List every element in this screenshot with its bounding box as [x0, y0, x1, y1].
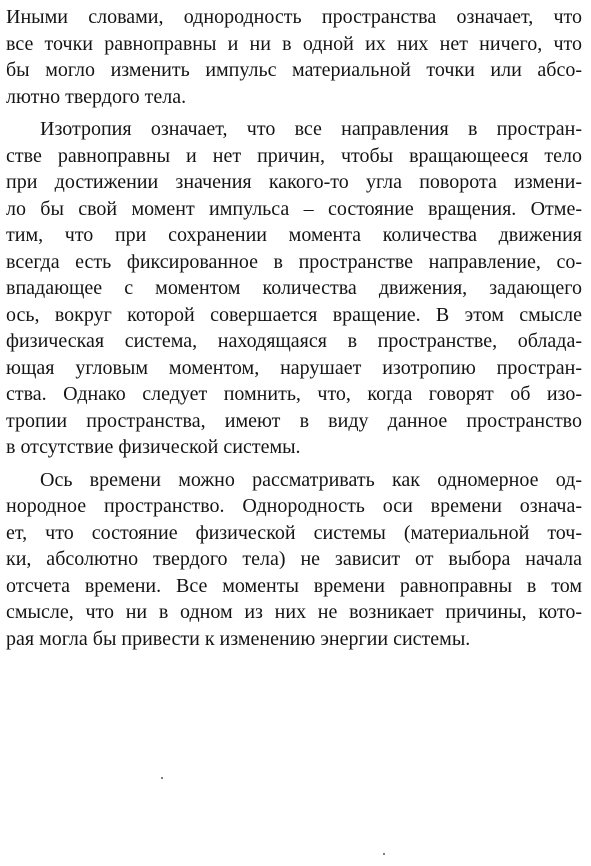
- scan-speck: [383, 853, 385, 855]
- text-line: Ось времени можно рассматривать как одномерное од-: [40, 468, 582, 491]
- text-line: тим, что при сохранении момента количества движения: [6, 224, 582, 246]
- text-line: все точки равноправны и ни в одной их них нет ничего, что: [6, 32, 582, 55]
- text-line: при достижении значения какого-то угла поворота измени-: [6, 171, 582, 193]
- paragraph-homogeneity: [6, 4, 582, 110]
- text-line: ет, что состояние физической системы (материальной точ-: [6, 521, 582, 544]
- text-line: ось, вокруг которой совершается вращение. В этом смысле: [6, 303, 582, 326]
- text-line: физическая система, находящаяся в пространстве, облада-: [6, 330, 582, 352]
- page-text: [6, 4, 582, 652]
- text-line: ло бы свой момент импульса – состояние вращения. Отме-: [6, 197, 582, 220]
- text-line: впадающее с моментом количества движения, задающего: [6, 277, 582, 299]
- text-line: Иными словами, однородность пространства означает, что: [6, 6, 582, 28]
- paragraph-isotropy: [6, 116, 582, 461]
- text-line: тропии пространства, имеют в виду данное пространство: [6, 409, 582, 432]
- text-line: ства. Однако следует помнить, что, когда говорят об изо-: [6, 383, 582, 405]
- text-line: ки, абсолютно твердого тела) не зависит от выбора начала: [6, 548, 582, 570]
- text-line: лютно твердого тела.: [6, 85, 187, 108]
- scan-speck: [161, 777, 163, 779]
- paragraph-time-axis: [6, 467, 582, 653]
- text-line: Изотропия означает, что все направления в простран-: [40, 118, 582, 140]
- text-line: смысле, что ни в одном из них не возникает причины, кото-: [6, 601, 582, 623]
- text-line: стве равноправны и нет причин, чтобы вращающееся тело: [6, 144, 582, 167]
- text-line: отсчета времени. Все моменты времени равноправны в том: [6, 574, 582, 597]
- text-line: рая могла бы привести к изменению энергии системы.: [6, 627, 471, 650]
- text-line: ющая угловым моментом, нарушает изотропию простран-: [6, 356, 582, 379]
- text-line: всегда есть фиксированное в пространстве направление, со-: [6, 250, 582, 273]
- text-line: в отсутствие физической системы.: [6, 436, 301, 458]
- text-line: бы могло изменить импульс материальной точки или абсо-: [6, 59, 582, 81]
- text-line: нородное пространство. Однородность оси времени означа-: [6, 495, 582, 517]
